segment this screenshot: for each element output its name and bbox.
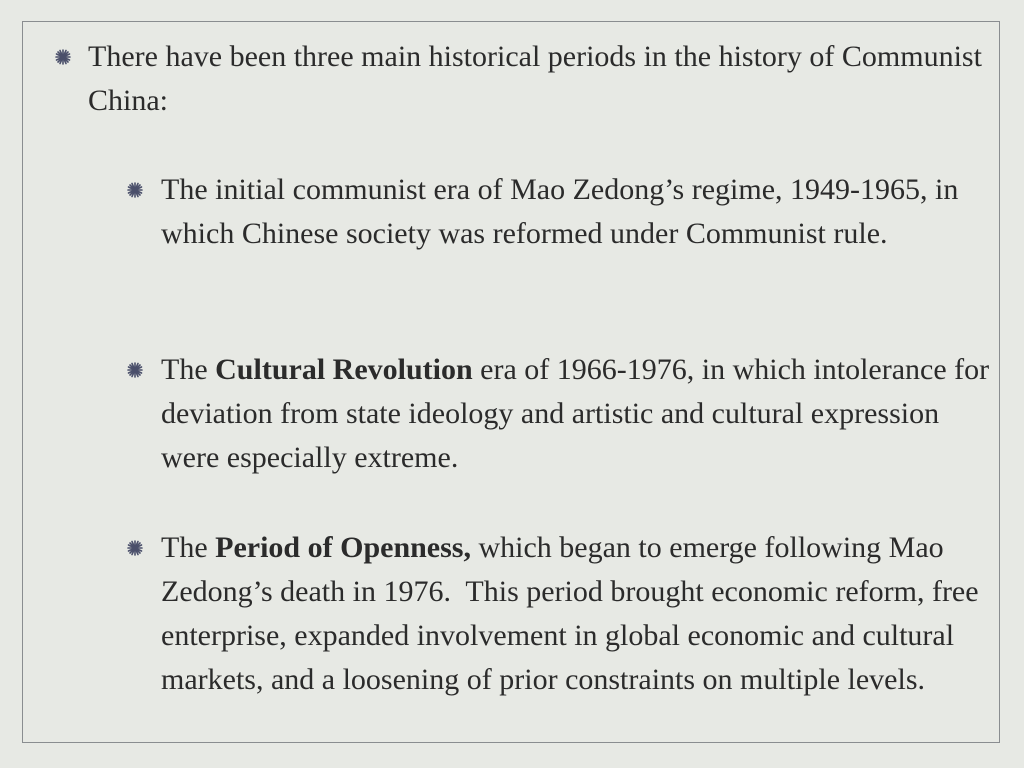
period-2-prefix: The: [161, 353, 216, 386]
sub-bullet-period-1: [127, 168, 1007, 256]
period-3-prefix: The: [161, 531, 216, 564]
period-1-text: The initial communist era of Mao Zedong’s regime, 1949-1965, in which Chinese society was reformed under Communist rule.: [161, 173, 959, 250]
period-3-name: Period of Openness,: [215, 531, 471, 564]
period-3-description: which began to emerge following Mao Zedong’s death in 1976. This period brought economic reform, free enterprise, expanded involvement in global economic and cultural markets, and a loosening of prior constraints on multiple levels.: [161, 531, 987, 696]
asterisk-bullet-icon: [127, 182, 143, 198]
period-2-text: [161, 348, 1001, 480]
period-2-name: Cultural Revolution: [215, 353, 473, 386]
period-3-text: [161, 526, 1007, 702]
period-2-description: era of 1966-1976, in which intolerance for deviation from state ideology and artistic and cultural expression were especially extreme.: [161, 353, 990, 474]
main-bullet-text: There have been three main historical periods in the history of Communist China:: [88, 40, 982, 117]
main-bullet: [55, 35, 1000, 123]
asterisk-bullet-icon: [55, 49, 71, 65]
sub-bullet-period-2: [127, 348, 1007, 480]
asterisk-bullet-icon: [127, 362, 143, 378]
sub-bullet-period-3: [127, 526, 1007, 702]
asterisk-bullet-icon: [127, 540, 143, 556]
